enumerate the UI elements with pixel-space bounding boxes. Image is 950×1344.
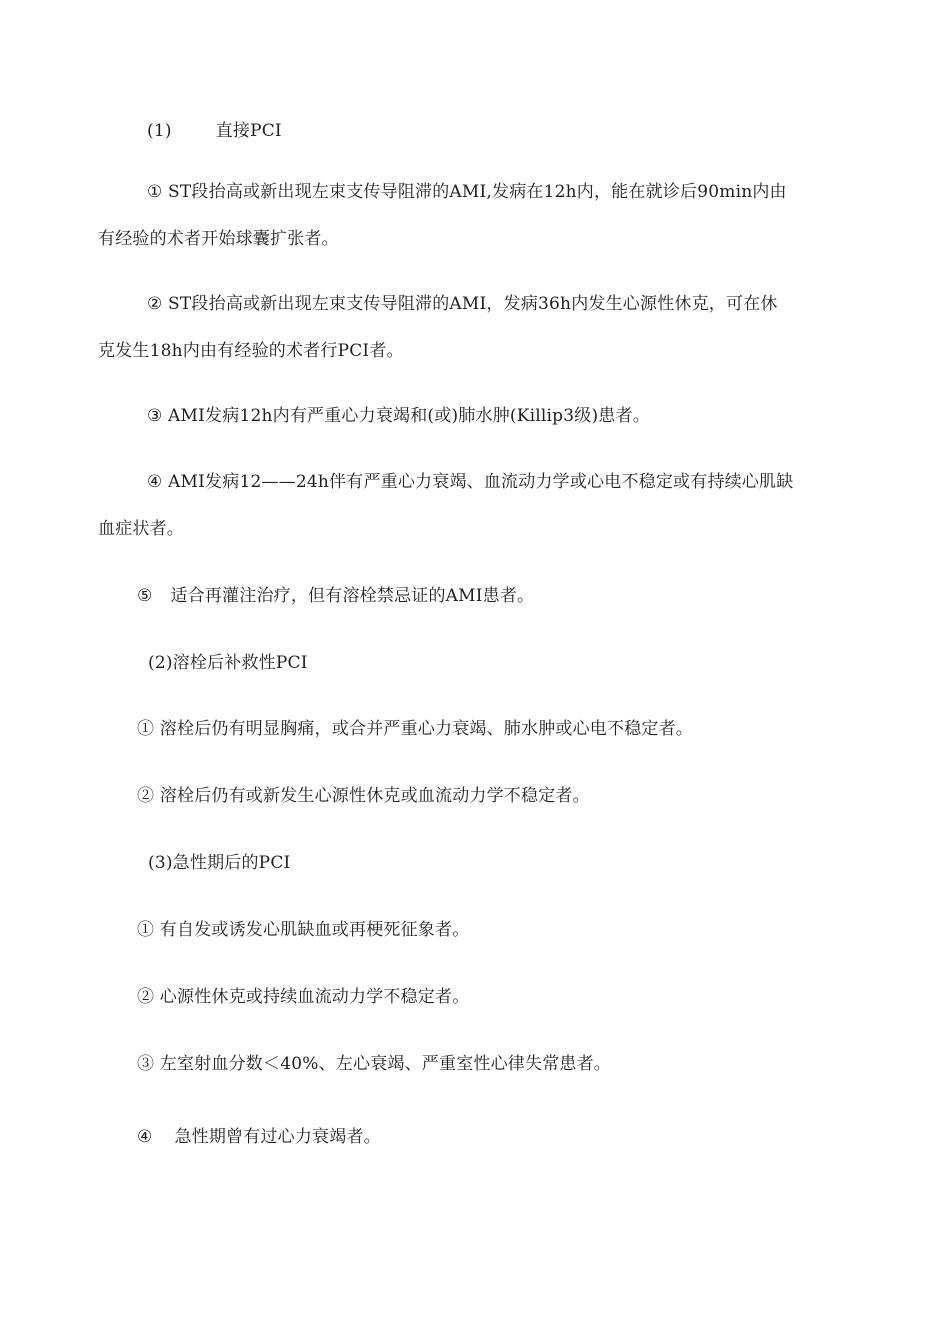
- item-1-3: ③ AMI发病12h内有严重心力衰竭和(或)肺水肿(Killip3级)患者。: [147, 406, 650, 426]
- item-1-5: [137, 584, 534, 608]
- section-1-heading: [147, 119, 282, 143]
- item-1-4-line-2: 血症状者。: [98, 519, 184, 539]
- item-1-2-line-2: 克发生18h内由有经验的术者行PCI者。: [98, 341, 404, 361]
- section-3-heading: (3)急性期后的PCI: [148, 853, 291, 873]
- item-3-1: ① 有自发或诱发心肌缺血或再梗死征象者。: [137, 920, 470, 940]
- item-1-1-line-2: 有经验的术者开始球囊扩张者。: [98, 229, 339, 249]
- item-2-1: ① 溶栓后仍有明显胸痛，或合并严重心力衰竭、肺水肿或心电不稳定者。: [137, 719, 694, 739]
- item-1-1-line-1: ① ST段抬高或新出现左束支传导阻滞的AMI,发病在12h内，能在就诊后90min内由: [147, 182, 787, 202]
- item-3-4-text: 急性期曾有过心力衰竭者。: [174, 1127, 381, 1147]
- item-1-2-line-1: ② ST段抬高或新出现左束支传导阻滞的AMI，发病36h内发生心源性休克，可在休: [147, 294, 778, 314]
- section-1-number: (1): [147, 121, 172, 141]
- item-3-2: ② 心源性休克或持续血流动力学不稳定者。: [137, 987, 470, 1007]
- section-2-heading: (2)溶栓后补救性PCI: [148, 653, 308, 673]
- item-1-4-line-1: ④ AMI发病12——24h伴有严重心力衰竭、血流动力学或心电不稳定或有持续心肌缺: [147, 472, 794, 492]
- section-1-title: 直接PCI: [215, 121, 282, 141]
- item-3-4: [137, 1125, 381, 1149]
- item-3-3: ③ 左室射血分数＜40%、左心衰竭、严重室性心律失常患者。: [137, 1054, 611, 1074]
- item-2-2: ② 溶栓后仍有或新发生心源性休克或血流动力学不稳定者。: [137, 786, 590, 806]
- item-3-4-number: ④: [137, 1127, 153, 1147]
- item-1-5-text: 适合再灌注治疗，但有溶栓禁忌证的AMI患者。: [170, 586, 535, 606]
- item-1-5-number: ⑤: [137, 586, 153, 606]
